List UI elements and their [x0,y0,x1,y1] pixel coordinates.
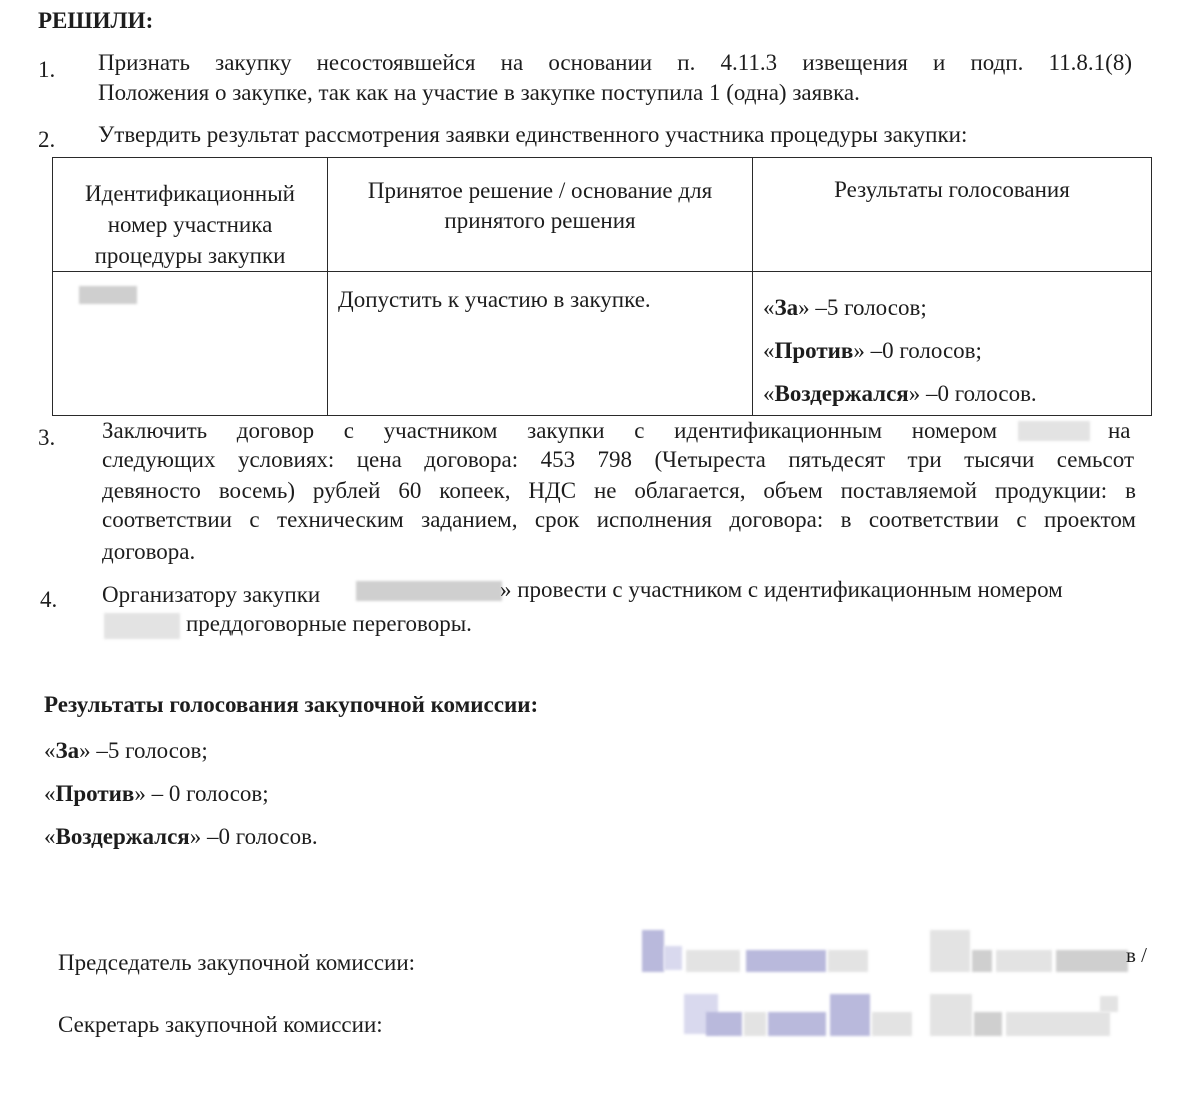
redacted-secretary-name [1006,1012,1110,1036]
redacted-secretary-name [706,1012,742,1036]
section-heading: РЕШИЛИ: [38,8,154,33]
table-header-decision: Принятое решение / основание для принятого решения [367,178,713,233]
redacted-secretary-name [974,1012,1002,1036]
redacted-secretary-name [744,1012,766,1036]
table-header-cell [753,158,1152,272]
redacted-secretary-name [930,994,972,1036]
redacted-participant-id [79,286,137,304]
redacted-chairman-name [642,930,664,972]
redacted-chairman-name [828,950,868,972]
item-number: 1. [38,57,56,82]
redacted-participant-id [104,613,180,639]
votes-cell [753,272,1152,416]
item-3-line-5: договора. [102,539,196,564]
redacted-chairman-name [746,950,826,972]
table-header-cell [53,158,328,272]
results-vote-against: «Против» – 0 голосов; [44,781,269,806]
table-header-cell [328,158,753,272]
item-3-line-1-end: на [1108,418,1131,443]
redacted-chairman-name [972,950,992,972]
secretary-label: Секретарь закупочной комиссии: [58,1012,383,1037]
item-4-line-1-start: Организатору закупки [102,582,321,607]
redacted-secretary-name [1100,996,1118,1012]
redacted-organizer-name [356,581,502,601]
item-4-line-1-end: » провести с участником с идентификационным номером [500,577,1063,602]
redacted-chairman-name [1056,950,1128,972]
item-3-line-4: соответствии с техническим заданием, срок исполнения договора: в соответствии с проектом [102,507,1136,532]
item-2-text: Утвердить результат рассмотрения заявки единственного участника процедуры закупки: [98,122,968,147]
participant-id-cell [53,272,328,416]
table-header-id: Идентификационный номер участника процедуры закупки [85,181,295,268]
decision-cell [328,272,753,416]
redacted-secretary-name [872,1012,912,1036]
item-3-line-3: девяносто восемь) рублей 60 копеек, НДС не облагается, объем поставляемой продукции: в [102,478,1136,503]
chairman-tail: в / [1126,943,1147,967]
redacted-chairman-name [664,946,682,970]
redacted-chairman-name [686,950,740,972]
item-number: 3. [38,425,56,450]
decision-table [52,157,1152,416]
results-vote-abstain: «Воздержался» –0 голосов. [44,824,318,849]
results-title: Результаты голосования закупочной комиссии: [44,692,539,717]
chairman-label: Председатель закупочной комиссии: [58,950,416,975]
redacted-secretary-name [768,1012,826,1036]
table-vote-abstain: «Воздержался» –0 голосов. [763,381,1037,406]
item-3-line-2: следующих условиях: цена договора: 453 798 (Четыреста пятьдесят три тысячи семьсот [102,447,1134,472]
redacted-secretary-name [830,994,870,1036]
table-header-votes: Результаты голосования [834,177,1070,202]
table-vote-against: «Против» –0 голосов; [763,338,982,363]
item-1-line-2: Положения о закупке, так как на участие в закупке поступила 1 (одна) заявка. [98,80,860,105]
item-3-line-1: Заключить договор с участником закупки с идентификационным номером [102,418,997,443]
item-4-line-2: преддоговорные переговоры. [186,611,472,636]
table-vote-for: «За» –5 голосов; [763,295,927,320]
item-number: 2. [38,127,56,152]
redacted-participant-id [1018,421,1090,441]
item-number: 4. [40,587,58,612]
redacted-chairman-name [996,950,1052,972]
item-1-line-1: Признать закупку несостоявшейся на основании п. 4.11.3 извещения и подп. 11.8.1(8) [98,50,1132,75]
results-vote-for: «За» –5 голосов; [44,738,208,763]
decision-text: Допустить к участию в закупке. [338,287,651,312]
redacted-chairman-name [930,930,970,972]
